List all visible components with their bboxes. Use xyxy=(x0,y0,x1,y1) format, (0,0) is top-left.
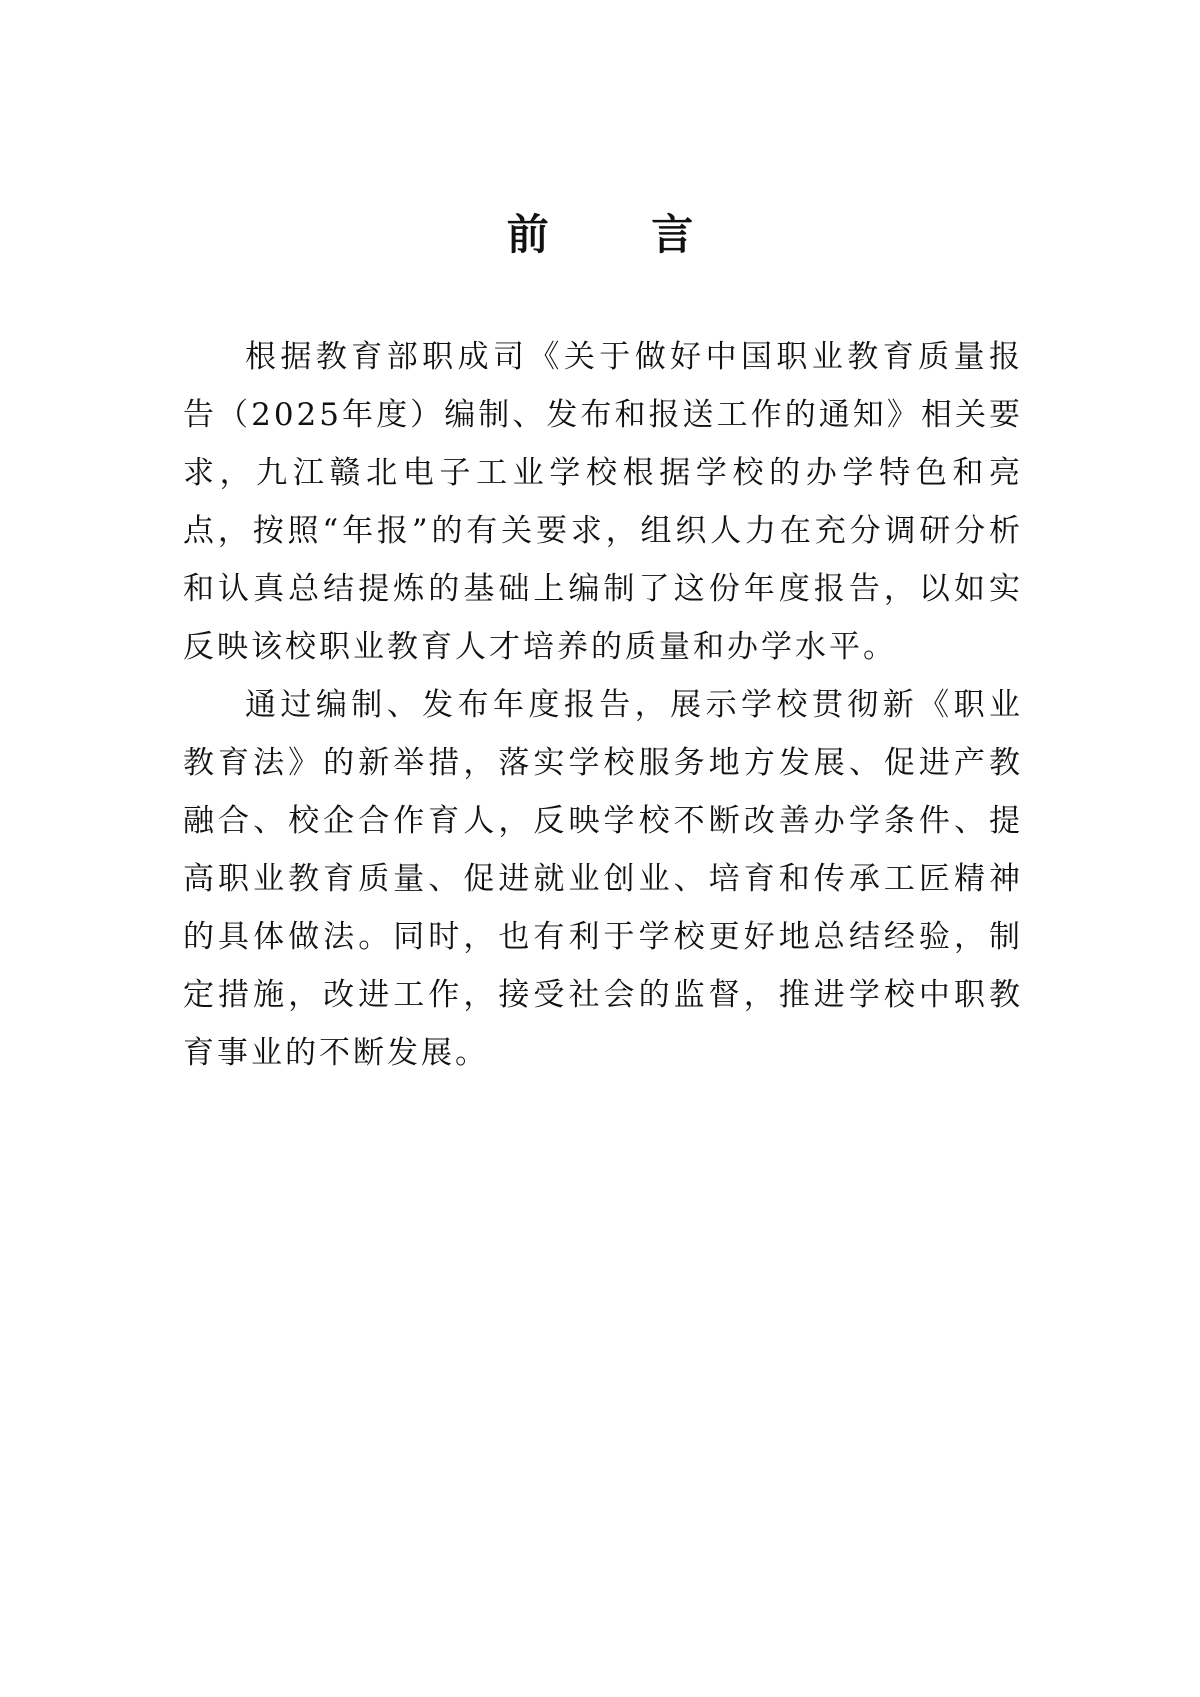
body-text xyxy=(183,328,1023,1082)
paragraph-2: 通过编制、发布年度报告，展示学校贯彻新《职业教育法》的新举措，落实学校服务地方发展、促进产教融合、校企合作育人，反映学校不断改善办学条件、提高职业教育质量、促进就业创业、培育和传承工匠精神的具体做法。同时，也有利于学校更好地总结经验，制定措施，改进工作，接受社会的监督，推进学校中职教育事业的不断发展。 xyxy=(183,687,1023,1071)
page-title: 前 言 xyxy=(506,210,738,259)
paragraph-1: 根据教育部职成司《关于做好中国职业教育质量报告（2025年度）编制、发布和报送工作的通知》相关要求，九江赣北电子工业学校根据学校的办学特色和亮点，按照“年报”的有关要求，组织人力在充分调研分析和认真总结提炼的基础上编制了这份年度报告，以如实反映该校职业教育人才培养的质量和办学水平。 xyxy=(183,339,1023,665)
